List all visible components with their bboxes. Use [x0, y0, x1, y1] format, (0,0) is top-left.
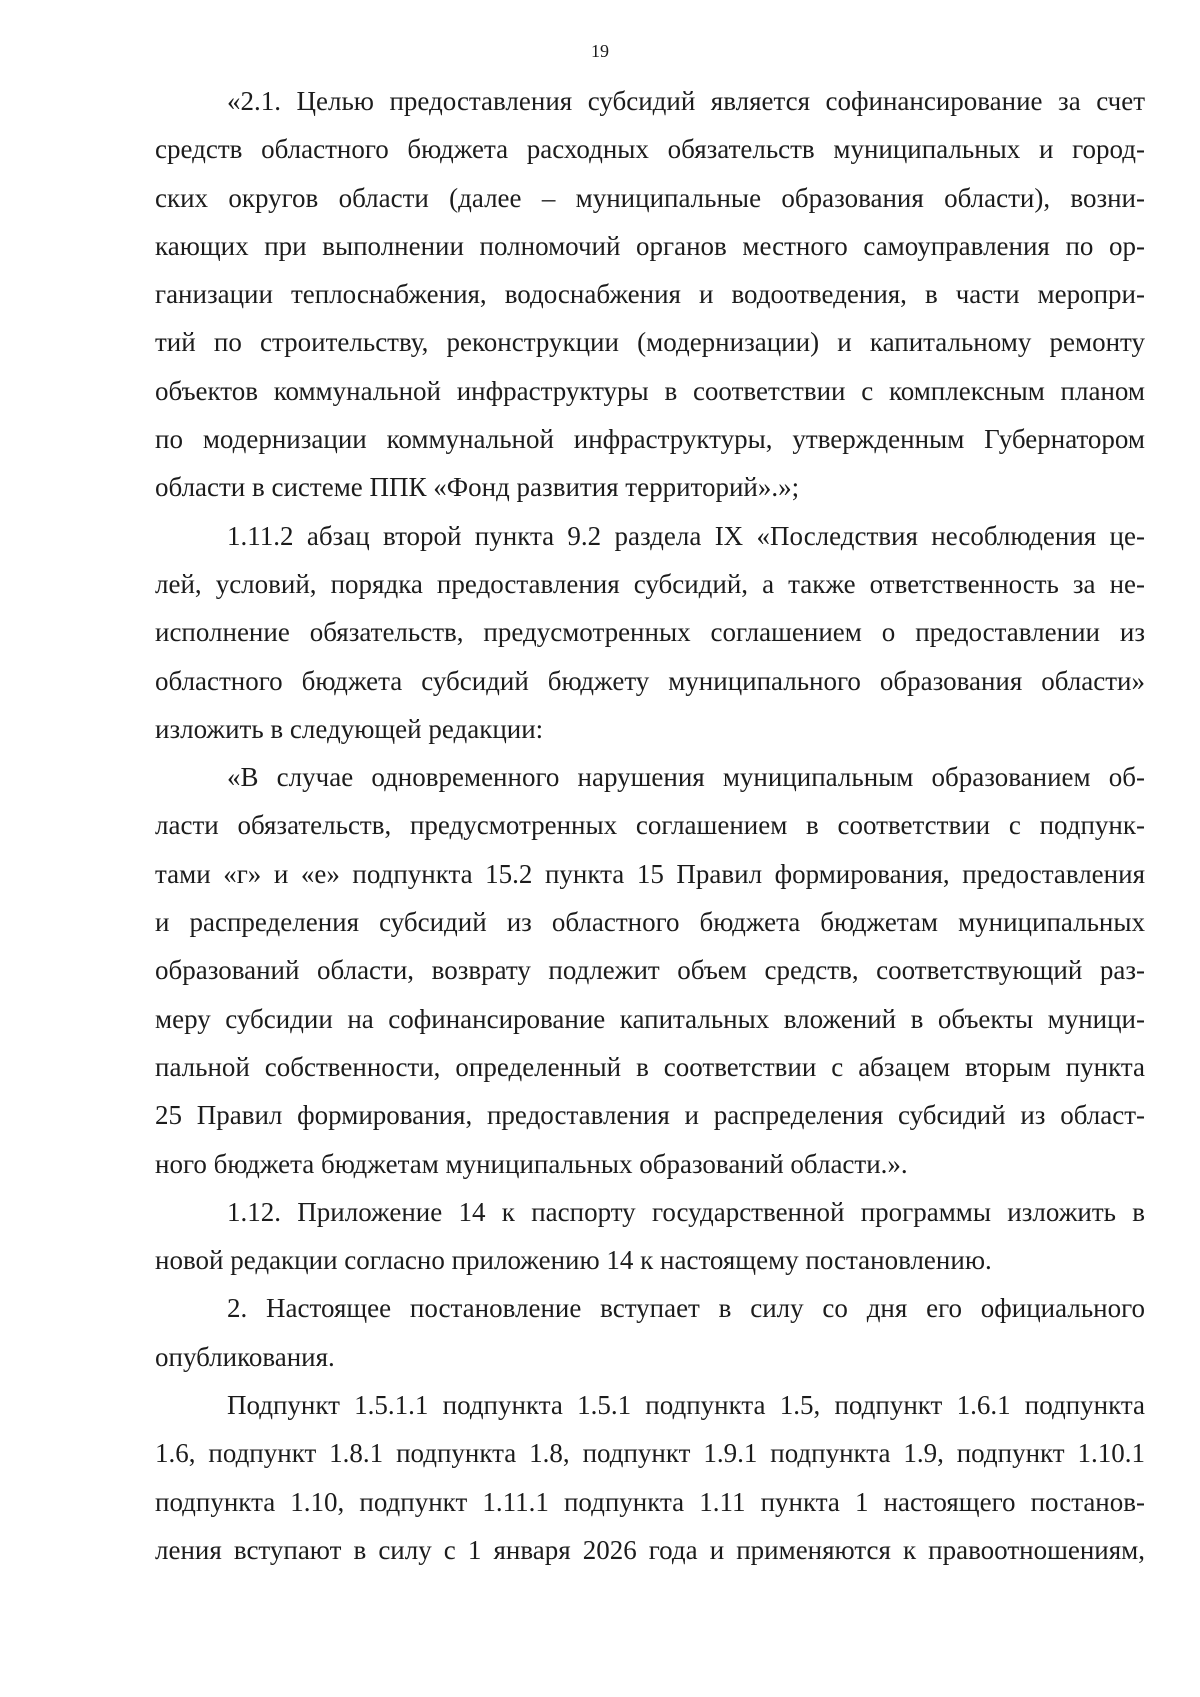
text-line: Подпункт 1.5.1.1 подпункта 1.5.1 подпункта 1.5, подпункт 1.6.1 подпункта [227, 1390, 1145, 1421]
page-number: 19 [591, 41, 609, 61]
text-line: 1.11.2 абзац второй пункта 9.2 раздела IX «Последствия несоблюдения це- [227, 520, 1145, 551]
text-line: меру субсидии на софинансирование капитальных вложений в объекты муници- [155, 1003, 1145, 1034]
text-line: по модернизации коммунальной инфраструктуры, утвержденным Губернатором [155, 424, 1145, 455]
text-line: образований области, возврату подлежит объем средств, соответствующий раз- [155, 955, 1145, 986]
text-line: 1.6, подпункт 1.8.1 подпункта 1.8, подпункт 1.9.1 подпункта 1.9, подпункт 1.10.1 [155, 1438, 1145, 1469]
text-line: опубликования. [155, 1341, 335, 1372]
text-line: ских округов области (далее – муниципальные образования области), возни- [155, 182, 1145, 213]
text-line: областного бюджета субсидий бюджету муниципального образования области» [155, 665, 1145, 696]
text-line: лей, условий, порядка предоставления субсидий, а также ответственность за не- [155, 568, 1145, 599]
text-line: пальной собственности, определенный в соответствии с абзацем вторым пункта [155, 1051, 1145, 1082]
text-line: 2. Настоящее постановление вступает в силу со дня его официального [227, 1293, 1145, 1324]
text-line: ганизации теплоснабжения, водоснабжения и водоотведения, в части меропри- [155, 279, 1145, 310]
text-line: ления вступают в силу с 1 января 2026 года и применяются к правоотношениям, [155, 1534, 1145, 1565]
text-line: подпункта 1.10, подпункт 1.11.1 подпункта 1.11 пункта 1 настоящего постанов- [155, 1486, 1145, 1517]
text-line: 25 Правил формирования, предоставления и распределения субсидий из област- [155, 1100, 1145, 1131]
text-line: исполнение обязательств, предусмотренных соглашением о предоставлении из [155, 617, 1145, 648]
text-line: новой редакции согласно приложению 14 к настоящему постановлению. [155, 1245, 992, 1276]
text-line: 1.12. Приложение 14 к паспорту государственной программы изложить в [227, 1196, 1145, 1227]
text-line: средств областного бюджета расходных обязательств муниципальных и город- [155, 134, 1145, 165]
text-line: и распределения субсидий из областного бюджета бюджетам муниципальных [155, 907, 1145, 938]
text-line: «В случае одновременного нарушения муниципальным образованием об- [227, 762, 1145, 793]
text-line: тий по строительству, реконструкции (модернизации) и капитальному ремонту [155, 327, 1145, 358]
text-line: ласти обязательств, предусмотренных соглашением в соответствии с подпунк- [155, 810, 1145, 841]
text-line: тами «г» и «е» подпункта 15.2 пункта 15 Правил формирования, предоставления [155, 858, 1145, 889]
text-line: изложить в следующей редакции: [155, 713, 544, 744]
text-line: объектов коммунальной инфраструктуры в соответствии с комплексным планом [155, 375, 1145, 406]
text-line: кающих при выполнении полномочий органов местного самоуправления по ор- [155, 230, 1145, 261]
text-line: области в системе ППК «Фонд развития территорий».»; [155, 472, 800, 503]
text-line: «2.1. Целью предоставления субсидий является софинансирование за счет [227, 86, 1145, 116]
document-body [155, 77, 1145, 1574]
text-line: ного бюджета бюджетам муниципальных образований области.». [155, 1148, 908, 1179]
